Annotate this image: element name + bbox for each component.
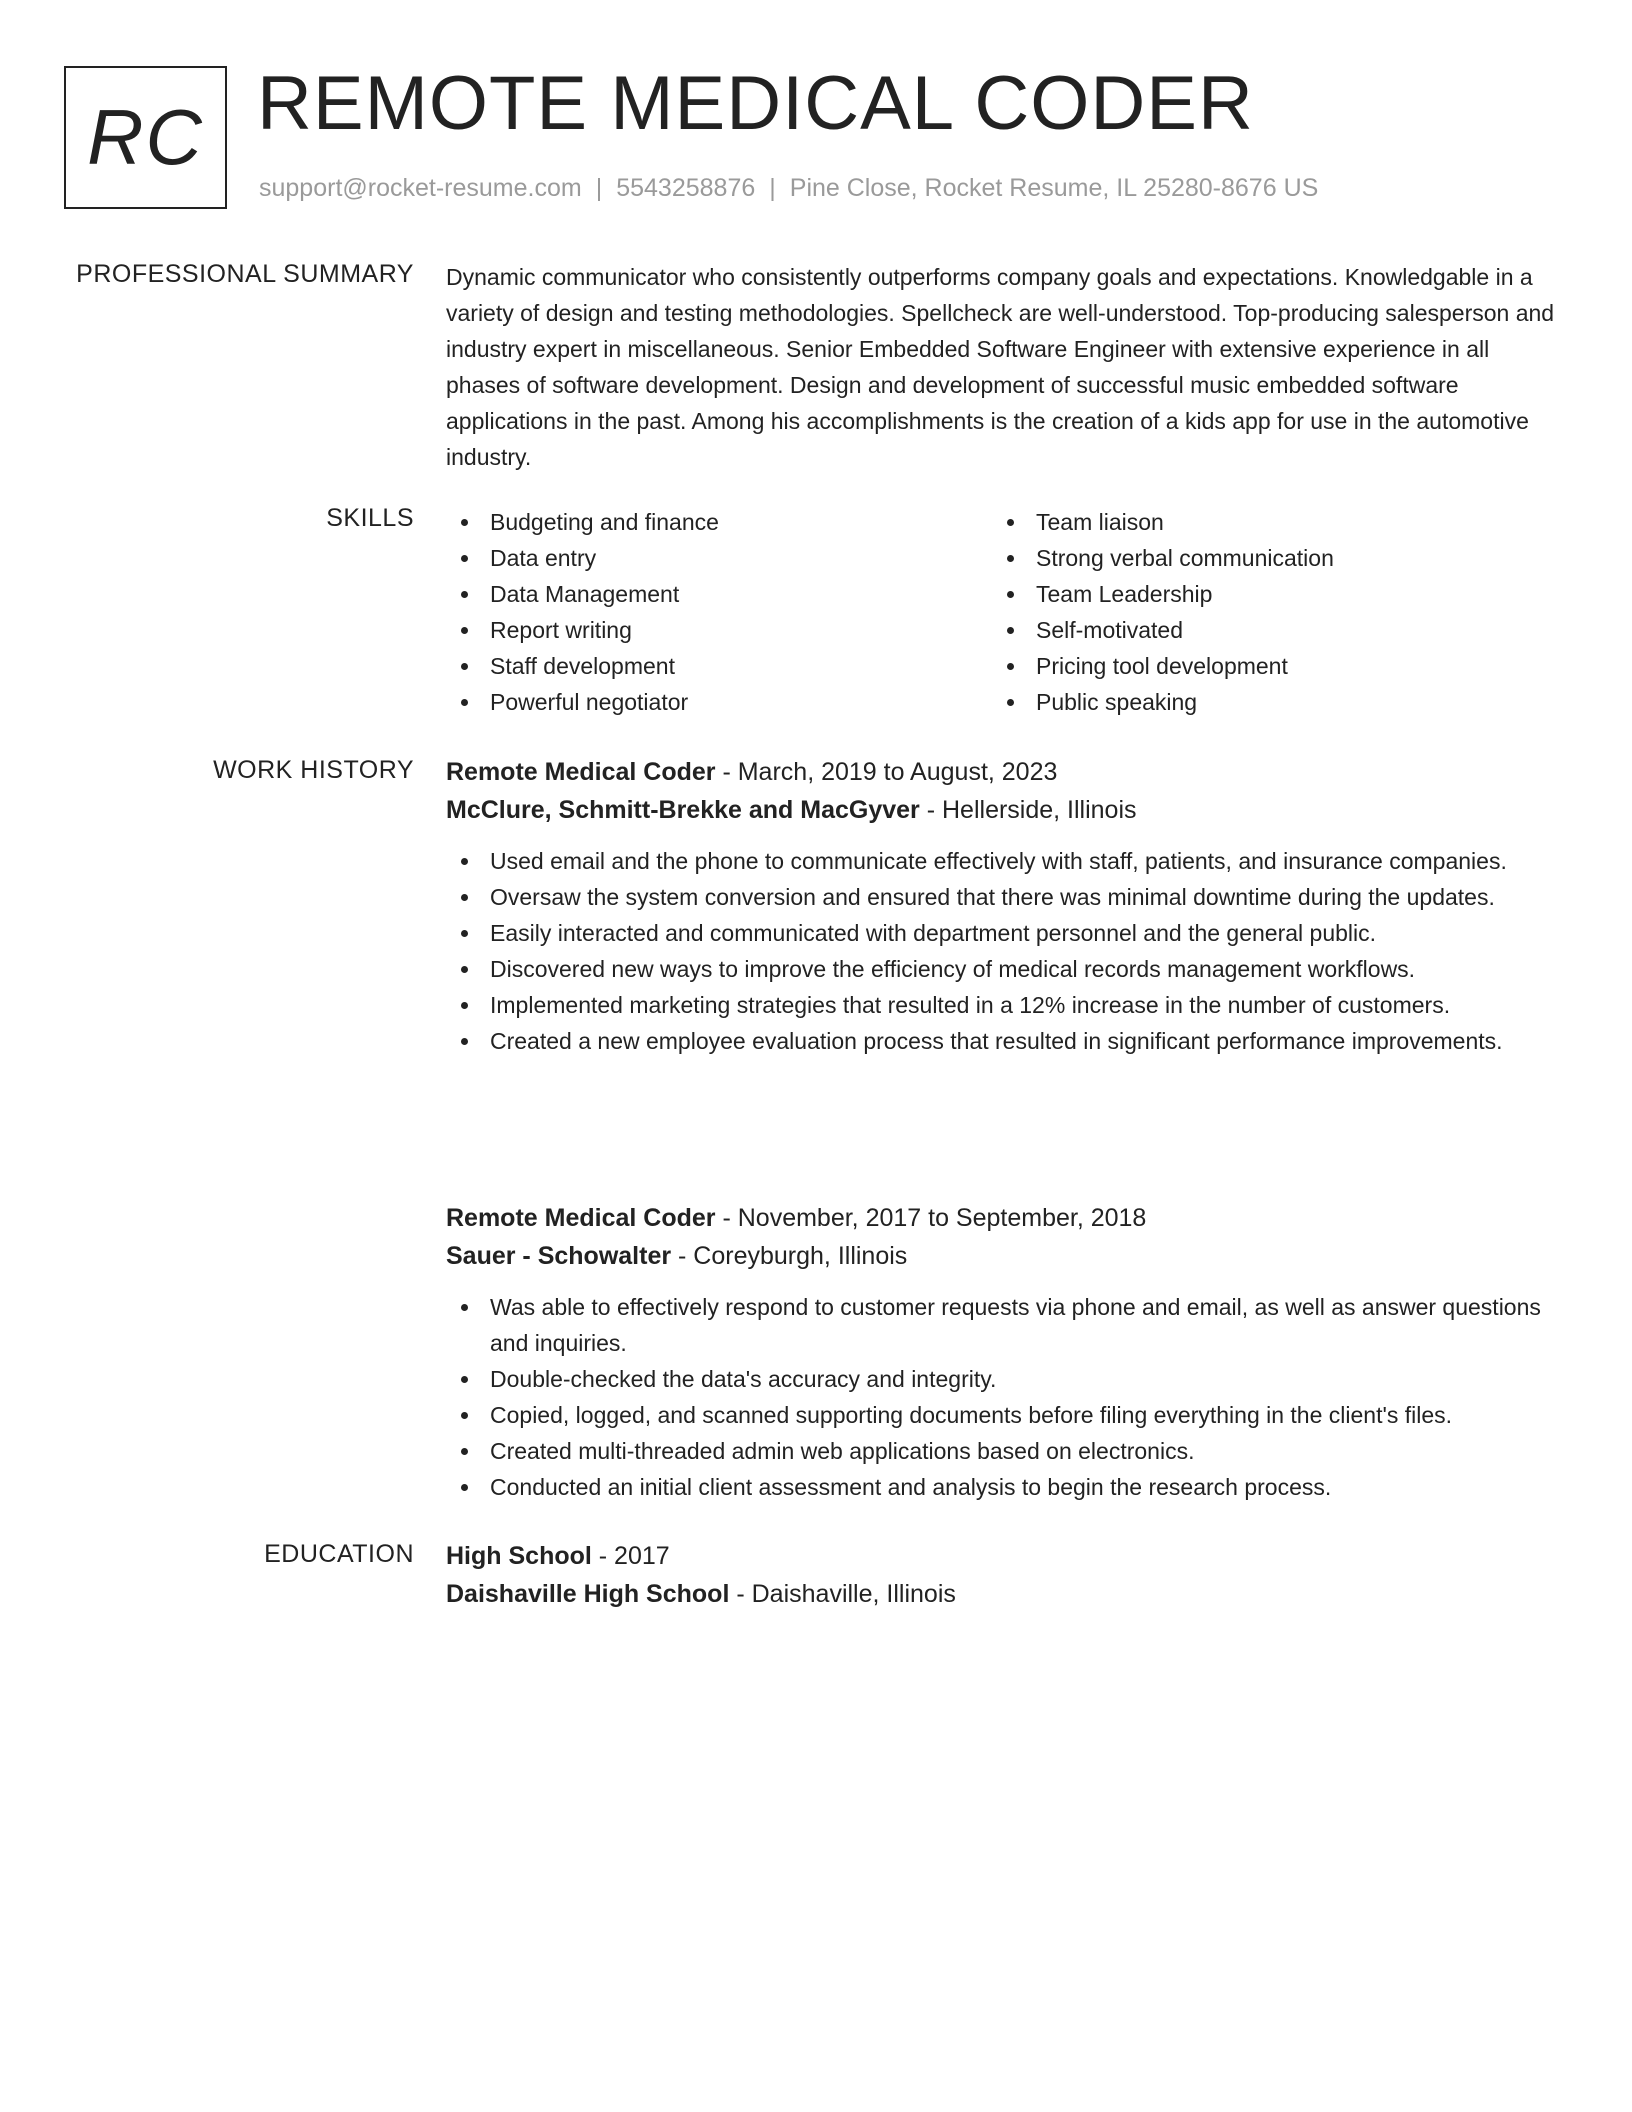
skills-heading: SKILLS: [326, 504, 414, 532]
summary-heading: PROFESSIONAL SUMMARY: [76, 260, 414, 288]
contact-line: [259, 174, 1318, 203]
job-entry: [446, 1199, 1556, 1505]
summary-text: Dynamic communicator who consistently outperforms company goals and expectations. Knowledgable in a variety of design and testing methodologies. Spellcheck are well-understood. Top-producing salesperson and industry expert in miscellaneous. Senior Embedded Software Engineer with extensive experience in all phases of software development. Design and development of successful music embedded software applications in the past. Among his accomplishments is the creation of a kids app for use in the automotive industry.: [446, 264, 1555, 470]
job-entry: [446, 753, 1556, 1059]
contact-address: Pine Close, Rocket Resume, IL 25280-8676 US: [789, 174, 1319, 202]
job-bullet: Was able to effectively respond to customer requests via phone and email, as well as answer questions and inquiries.: [446, 1289, 1556, 1361]
job-bullet: Discovered new ways to improve the efficiency of medical records management workflows.: [446, 951, 1556, 987]
job-location: - Coreyburgh, Illinois: [671, 1242, 908, 1270]
contact-separator: |: [595, 174, 603, 202]
job-bullet: Oversaw the system conversion and ensured that there was minimal downtime during the updates.: [446, 879, 1556, 915]
job-bullet: Copied, logged, and scanned supporting documents before filing everything in the client's files.: [446, 1397, 1556, 1433]
job-bullets: [446, 1289, 1556, 1505]
skill-item: Budgeting and finance: [446, 504, 992, 540]
job-bullet: Conducted an initial client assessment and analysis to begin the research process.: [446, 1469, 1556, 1505]
job-bullet: Double-checked the data's accuracy and integrity.: [446, 1361, 1556, 1397]
resume-header: [64, 61, 1584, 210]
job-bullet: Implemented marketing strategies that resulted in a 12% increase in the number of customers.: [446, 987, 1556, 1023]
job-title-line: [446, 753, 1556, 791]
work-history-heading: WORK HISTORY: [213, 756, 414, 784]
job-location: - Hellerside, Illinois: [919, 796, 1137, 824]
job-bullet: Created a new employee evaluation process that resulted in significant performance improvements.: [446, 1023, 1556, 1059]
education-location: - Daishaville, Illinois: [729, 1580, 956, 1608]
job-company: Sauer - Schowalter: [446, 1242, 672, 1270]
job-company-line: [446, 791, 1556, 829]
job-bullet: Created multi-threaded admin web applications based on electronics.: [446, 1433, 1556, 1469]
job-company-line: [446, 1237, 1556, 1275]
monogram-box: [64, 66, 227, 209]
education-degree-line: [446, 1537, 1556, 1575]
education-school: Daishaville High School: [446, 1580, 730, 1608]
job-title-line: [446, 1199, 1556, 1237]
job-title: Remote Medical Coder: [446, 758, 716, 786]
education-entry: [446, 1537, 1556, 1613]
job-company: McClure, Schmitt-Brekke and MacGyver: [446, 796, 920, 824]
skills-grid: [446, 504, 1556, 720]
skill-item: Powerful negotiator: [446, 684, 992, 720]
job-title: Remote Medical Coder: [446, 1204, 716, 1232]
education-year: - 2017: [591, 1542, 670, 1570]
skill-item: Public speaking: [992, 684, 1538, 720]
job-dates: - March, 2019 to August, 2023: [715, 758, 1058, 786]
skill-item: Data entry: [446, 540, 992, 576]
contact-separator: |: [769, 174, 776, 202]
skill-item: Pricing tool development: [992, 648, 1538, 684]
job-dates: - November, 2017 to September, 2018: [715, 1204, 1147, 1232]
skill-item: Data Management: [446, 576, 992, 612]
job-bullets: [446, 843, 1556, 1059]
education-degree: High School: [446, 1542, 592, 1570]
skill-item: Report writing: [446, 612, 992, 648]
skills-right-column: [992, 504, 1538, 720]
skill-item: Self-motivated: [992, 612, 1538, 648]
job-bullet: Easily interacted and communicated with department personnel and the general public.: [446, 915, 1556, 951]
skills-left-column: [446, 504, 992, 720]
skill-item: Staff development: [446, 648, 992, 684]
skill-item: Strong verbal communication: [992, 540, 1538, 576]
skill-item: Team liaison: [992, 504, 1538, 540]
monogram-initials: RC: [87, 93, 204, 181]
resume-title: REMOTE MEDICAL CODER: [257, 61, 1254, 146]
contact-phone[interactable]: 5543258876: [616, 174, 756, 202]
education-heading: EDUCATION: [264, 1540, 414, 1568]
contact-email[interactable]: support@rocket-resume.com: [259, 174, 582, 202]
job-bullet: Used email and the phone to communicate effectively with staff, patients, and insurance companies.: [446, 843, 1556, 879]
skill-item: Team Leadership: [992, 576, 1538, 612]
education-school-line: [446, 1575, 1556, 1613]
